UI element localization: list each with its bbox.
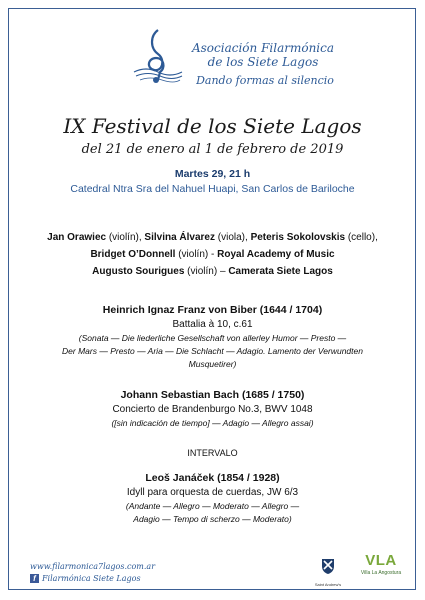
composer: Heinrich Ignaz Franz von Biber (1644 / 1704): [102, 304, 323, 316]
performer-name: Silvina Álvarez: [144, 232, 215, 243]
festival-title: IX Festival de los Siete Lagos: [63, 114, 362, 138]
performer-ensemble: Royal Academy of Music: [217, 249, 335, 260]
coat-of-arms-icon: [318, 556, 338, 576]
festival-dates: del 21 de enero al 1 de febrero de 2019: [81, 142, 344, 157]
sponsor-logo-vla: [356, 552, 406, 584]
composer: Leoš Janáček (1854 / 1928): [145, 472, 280, 484]
performer-name: Peteris Sokolovskis: [250, 232, 346, 243]
work-title: Idyll para orquesta de cuerdas, JW 6/3: [126, 487, 299, 498]
tagline: Dando formas al silencio: [196, 74, 334, 87]
program-item: [14, 471, 411, 526]
movements: (Andante — Allegro — Moderato — Allegro —: [125, 501, 300, 511]
performer-name: Jan Orawiec: [47, 232, 107, 243]
performer-role: (cello),: [345, 232, 378, 243]
composer: Johann Sebastian Bach (1685 / 1750): [120, 389, 305, 401]
sponsor2-text: Villa La Angostura: [360, 570, 402, 576]
concert-date: Martes 29, 21 h: [174, 168, 251, 180]
performer-role: (viola),: [215, 232, 251, 243]
performers-line2: [14, 246, 411, 263]
performer-ensemble: Camerata Siete Lagos: [228, 266, 333, 277]
program-item: [14, 388, 411, 430]
work-title: Battalia à 10, c.61: [172, 319, 253, 330]
organization-name-line1: Asociación Filarmónica: [191, 41, 335, 55]
movements: ([sin indicación de tiempo] — Adagio — Allegro assai): [111, 418, 314, 428]
intermission-label: INTERVALO: [187, 448, 238, 458]
performer-role: (violín) –: [184, 266, 229, 277]
performer-role: (violín) -: [175, 249, 218, 260]
organization-name-line2: de los Siete Lagos: [207, 55, 319, 69]
program-item: [14, 303, 411, 371]
facebook-label: Filarmónica Siete Lagos: [42, 574, 141, 583]
performer-role: (violín),: [106, 232, 145, 243]
performers-line3: [14, 263, 411, 280]
movements: (Sonata — Die liederliche Gesellschaft von allerley Humor — Presto —: [78, 333, 347, 343]
sponsor1-text: Saint Andrew's: [314, 582, 342, 587]
movements: Adagio — Tempo di scherzo — Moderato): [133, 514, 292, 524]
facebook-link[interactable]: [30, 574, 141, 583]
movements: Der Mars — Presto — Aria — Die Schlacht — Adagio. Lamento der Verwundten: [62, 346, 363, 356]
website-link[interactable]: www.filarmonica7lagos.com.ar: [30, 562, 156, 571]
performer-name: Bridget O’Donnell: [90, 249, 176, 260]
work-title: Concierto de Brandenburgo No.3, BWV 1048: [112, 404, 313, 415]
movements: Musquetirer): [188, 359, 237, 369]
sponsor2-logo-text: VLA: [365, 552, 397, 569]
organization-name: [168, 41, 358, 69]
performers-line1: [14, 229, 411, 246]
performer-name: Augusto Sourigues: [92, 266, 185, 277]
performers-list: [14, 229, 411, 280]
concert-venue: Catedral Ntra Sra del Nahuel Huapi, San Carlos de Bariloche: [70, 183, 355, 195]
facebook-icon: f: [30, 574, 39, 583]
sponsor-logo-saint-andrews: [308, 556, 348, 587]
